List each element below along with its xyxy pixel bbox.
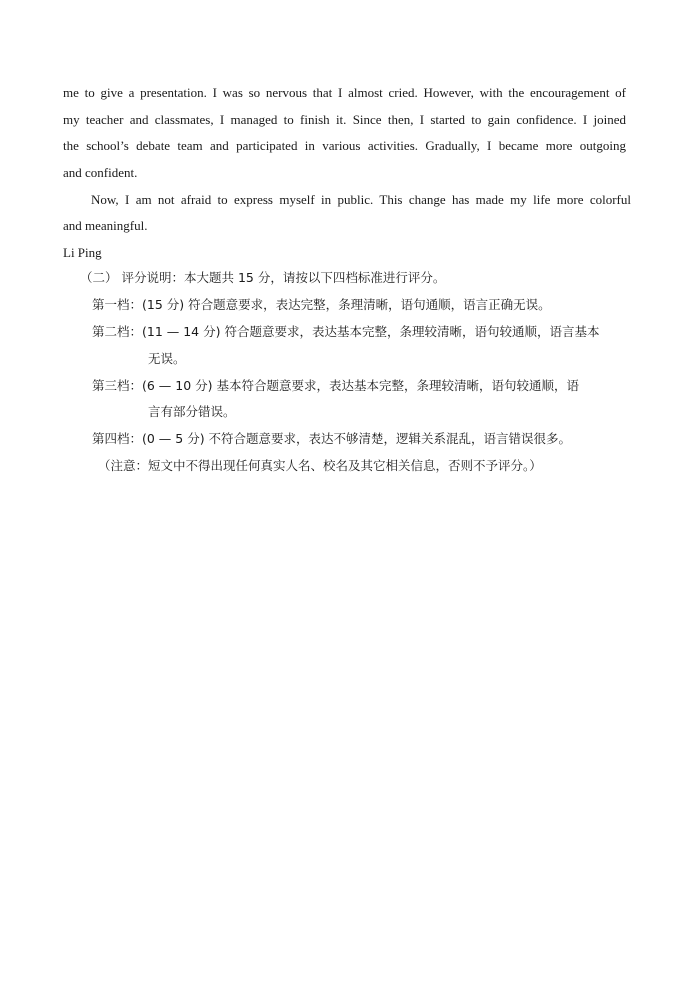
signature: Li Ping xyxy=(63,245,102,260)
essay-line-5: Now, I am not afraid to express myself in public. This change has made my life more colorful xyxy=(91,192,631,207)
scoring-note: （注意：短文中不得出现任何真实人名、校名及其它相关信息，否则不予评分。） xyxy=(98,458,542,473)
scoring-intro: （二） 评分说明：本大题共 15 分，请按以下四档标准进行评分。 xyxy=(80,270,446,285)
essay-line-1: me to give a presentation. I was so nervous that I almost cried. However, with the encouragement of xyxy=(63,85,626,100)
scoring-tier-3-cont: 言有部分错误。 xyxy=(148,404,236,419)
scoring-tier-2: 第二档：(11 — 14 分) 符合题意要求，表达基本完整，条理较清晰，语句较通顺，语言基本 xyxy=(92,324,600,339)
essay-line-6: and meaningful. xyxy=(63,218,148,233)
essay-line-4: and confident. xyxy=(63,165,138,180)
scoring-tier-3: 第三档：(6 — 10 分) 基本符合题意要求，表达基本完整，条理较清晰，语句较通顺，语 xyxy=(92,378,580,393)
essay-line-2: my teacher and classmates, I managed to finish it. Since then, I started to gain confidence. I joined xyxy=(63,112,626,127)
scoring-tier-2-cont: 无误。 xyxy=(148,351,186,366)
scoring-tier-4: 第四档：(0 — 5 分) 不符合题意要求，表达不够清楚，逻辑关系混乱，语言错误很多。 xyxy=(92,431,572,446)
essay-line-3: the school’s debate team and participated in various activities. Gradually, I became more outgoing xyxy=(63,138,626,153)
scoring-tier-1: 第一档：(15 分) 符合题意要求，表达完整，条理清晰，语句通顺，语言正确无误。 xyxy=(92,297,551,312)
